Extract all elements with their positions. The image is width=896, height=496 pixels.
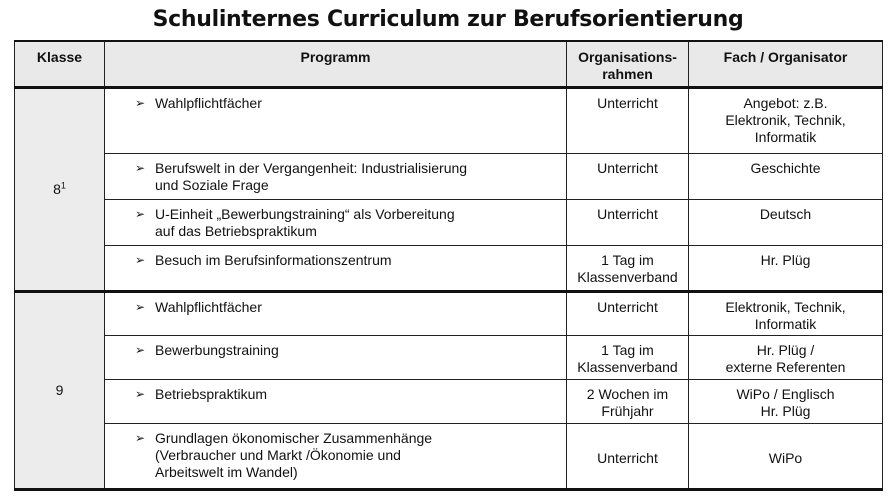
fach-cell [689, 291, 883, 335]
header-organisation-line1: Organisations- [578, 49, 677, 65]
organisation-cell [567, 87, 689, 153]
organisation-text: Klassenverband [577, 268, 678, 285]
programm-text: (Verbraucher und Markt /Ökonomie und [155, 446, 401, 463]
bullet-arrow-icon: ➢ [135, 299, 146, 314]
fach-text: externe Referenten [725, 358, 846, 375]
bullet-arrow-icon: ➢ [135, 95, 146, 110]
organisation-cell [567, 379, 689, 423]
fach-text: WiPo [768, 450, 803, 466]
organisation-cell [567, 153, 689, 199]
fach-text: Hr. Plüg / [756, 341, 815, 358]
klasse-cell [15, 291, 105, 489]
table-row [15, 291, 883, 335]
programm-text: Wahlpflichtfächer [155, 298, 262, 315]
organisation-text: Unterricht [597, 450, 658, 466]
organisation-cell [567, 291, 689, 335]
fach-text: Deutsch [759, 205, 812, 222]
organisation-text: Unterricht [597, 298, 658, 315]
programm-cell [105, 423, 567, 489]
programm-cell [105, 245, 567, 291]
organisation-text: Frühjahr [601, 402, 654, 419]
organisation-text: 1 Tag im [601, 341, 654, 358]
programm-text: auf das Betriebspraktikum [155, 222, 317, 239]
fach-text: WiPo / Englisch [736, 385, 835, 402]
table-row [15, 423, 883, 489]
fach-text: Geschichte [750, 159, 821, 176]
table-row [15, 379, 883, 423]
programm-text: Besuch im Berufsinformationszentrum [155, 251, 392, 268]
programm-text: und Soziale Frage [155, 176, 269, 193]
header-organisation-line2: rahmen [602, 66, 653, 82]
organisation-cell [567, 199, 689, 245]
programm-text: Grundlagen ökonomischer Zusammenhänge [155, 429, 433, 446]
organisation-text: Unterricht [597, 94, 658, 111]
organisation-cell [567, 335, 689, 379]
fach-text: Elektronik, Technik, [725, 111, 846, 128]
programm-text: Wahlpflichtfächer [155, 94, 262, 111]
header-row [15, 41, 883, 87]
header-organisation [567, 41, 689, 87]
fach-cell [689, 199, 883, 245]
organisation-text: Klassenverband [577, 358, 678, 375]
bullet-arrow-icon: ➢ [135, 160, 146, 175]
organisation-text: 2 Wochen im [586, 385, 669, 402]
header-programm: Programm [105, 41, 567, 87]
programm-text: Betriebspraktikum [155, 385, 268, 402]
fach-text: Informatik [754, 128, 817, 145]
organisation-text: Unterricht [597, 159, 658, 176]
fach-text: Angebot: z.B. [743, 94, 828, 111]
programm-text: U-Einheit „Bewerbungstraining“ als Vorbereitung [155, 205, 455, 222]
programm-text: Arbeitswelt im Wandel) [155, 463, 298, 480]
programm-text: Bewerbungstraining [155, 341, 279, 358]
fach-cell [689, 153, 883, 199]
organisation-text: 1 Tag im [601, 251, 654, 268]
programm-cell [105, 379, 567, 423]
bullet-arrow-icon: ➢ [135, 342, 146, 357]
fach-cell [689, 245, 883, 291]
table-body [15, 87, 883, 489]
table-row [15, 199, 883, 245]
fach-cell [689, 379, 883, 423]
fach-text: Informatik [754, 315, 817, 332]
organisation-cell [567, 423, 689, 489]
klasse-value: 9 [55, 381, 64, 398]
fach-cell [689, 87, 883, 153]
programm-cell [105, 199, 567, 245]
fach-text: Elektronik, Technik, [725, 298, 846, 315]
header-fach: Fach / Organisator [689, 41, 883, 87]
programm-text: Berufswelt in der Vergangenheit: Industrialisierung [155, 159, 468, 176]
fach-cell [689, 335, 883, 379]
fach-text: Hr. Plüg [760, 251, 811, 268]
programm-cell [105, 87, 567, 153]
curriculum-table [14, 40, 883, 491]
table-row [15, 245, 883, 291]
table-row [15, 153, 883, 199]
klasse-value: 8 [53, 180, 61, 197]
programm-cell [105, 153, 567, 199]
table-row [15, 335, 883, 379]
bullet-arrow-icon: ➢ [135, 386, 146, 401]
header-klasse: Klasse [15, 41, 105, 87]
programm-cell [105, 291, 567, 335]
fach-cell [689, 423, 883, 489]
bullet-arrow-icon: ➢ [135, 430, 146, 445]
klasse-cell [15, 87, 105, 291]
bullet-arrow-icon: ➢ [135, 206, 146, 221]
organisation-cell [567, 245, 689, 291]
table-row [15, 87, 883, 153]
bullet-arrow-icon: ➢ [135, 252, 146, 267]
organisation-text: Unterricht [597, 205, 658, 222]
page-title: Schulinternes Curriculum zur Berufsorientierung [152, 7, 744, 32]
programm-cell [105, 335, 567, 379]
fach-text: Hr. Plüg [760, 402, 811, 419]
footnote-marker: 1 [60, 179, 66, 190]
